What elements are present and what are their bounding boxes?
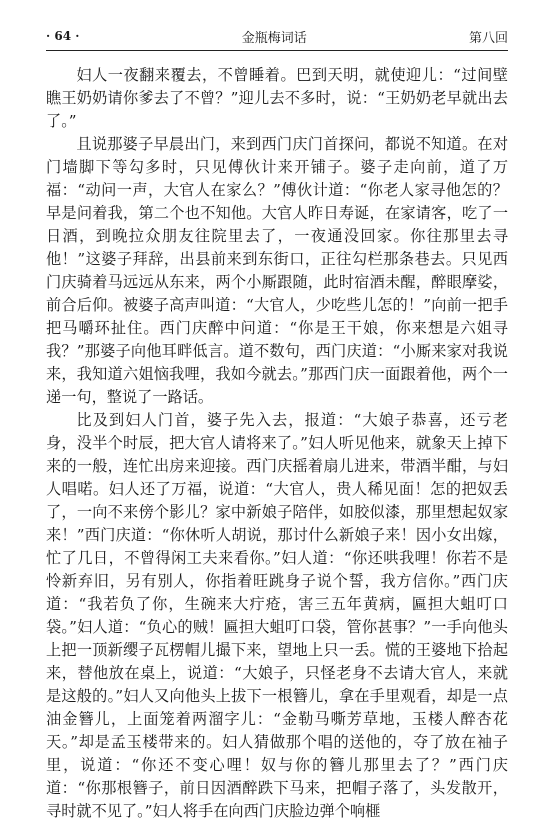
page-number: · 64 · bbox=[46, 29, 80, 43]
book-title: 金瓶梅词话 bbox=[241, 30, 307, 46]
running-header bbox=[46, 26, 508, 51]
paragraph: 妇人一夜翻来覆去，不曾睡着。巴到天明，就使迎儿：“过间壁瞧王奶奶请你爹去了不曾？”迎儿去不多时，说：“王奶奶老早就出去了。” bbox=[46, 66, 508, 130]
chapter-title: 第八回 bbox=[468, 30, 508, 46]
body-text bbox=[46, 64, 508, 823]
paragraph: 比及到妇人门首，婆子先入去，报道：“大娘子恭喜，还亏老身，没半个时辰，把大官人请将来了。”妇人听见他来，就象天上掉下来的一般，连忙出房来迎接。西门庆摇着扇儿进来，带酒半酣，与妇人唱喏。妇人还了万福，说道：“大官人，贵人稀见面！怎的把奴丢了，一向不来傍个影儿？家中新娘子陪伴，如胶似漆，那里想起奴家来！”西门庆道：“你休听人胡说，那讨什么新娘子来！因小女出嫁，忙了几日，不曾得闲工夫来看你。”妇人道：“你还哄我哩！你若不是怜新弃旧，另有别人，你指着旺跳身子说个誓，我方信你。”西门庆道：“我若负了你，生碗来大疔疮，害三五年黄病，匾担大蛆叮口袋。”妇人道：“负心的贼！匾担大蛆叮口袋，管你甚事？”一手向他头上把一顶新缨子瓦楞帽儿撮下来，望地上只一丢。慌的王婆地下拾起来，替他放在桌上，说道：“大娘子，只怪老身不去请大官人，来就是这般的。”妇人又向他头上拔下一根簪儿，拿在手里观看，却是一点油金簪儿，上面笼着两溜字儿：“金勒马嘶芳草地，玉楼人醉杏花天。”却是孟玉楼带来的。妇人猜做那个唱的送他的，夺了放在袖子里，说道：“你还不变心哩！奴与你的簪儿那里去了？”西门庆道：“你那根簪子，前日因酒醉跌下马来，把帽子落了，头发散开，寻时就不见了。”妇人将手在向西门庆脸边弹个响榧 bbox=[46, 411, 508, 820]
paragraph: 且说那婆子早晨出门，来到西门庆门首探问，都说不知道。在对门墙脚下等勾多时，只见傅伙计来开铺子。婆子走向前，道了万福：“动问一声，大官人在家么？”傅伙计道：“你老人家寻他怎的？早是问着我，第二个也不知他。大官人昨日寿诞，在家请客，吃了一日酒，到晚拉众朋友往院里去了，一夜通没回家。你往那里去寻他！”这婆子拜辞，出县前来到东街口，正往勾栏那条巷去。只见西门庆骑着马远远从东来，两个小厮跟随，此时宿酒未醒，醉眼摩娑，前合后仰。被婆子高声叫道：“大官人，少吃些儿怎的！”向前一把手把马嚼环扯住。西门庆醉中问道：“你是王干娘，你来想是六姐寻我？”那婆子向他耳畔低言。道不数句，西门庆道：“小厮来家对我说来，我知道六姐恼我哩，我如今就去。”那西门庆一面跟着他，两个一递一句，整说了一路话。 bbox=[46, 135, 508, 406]
